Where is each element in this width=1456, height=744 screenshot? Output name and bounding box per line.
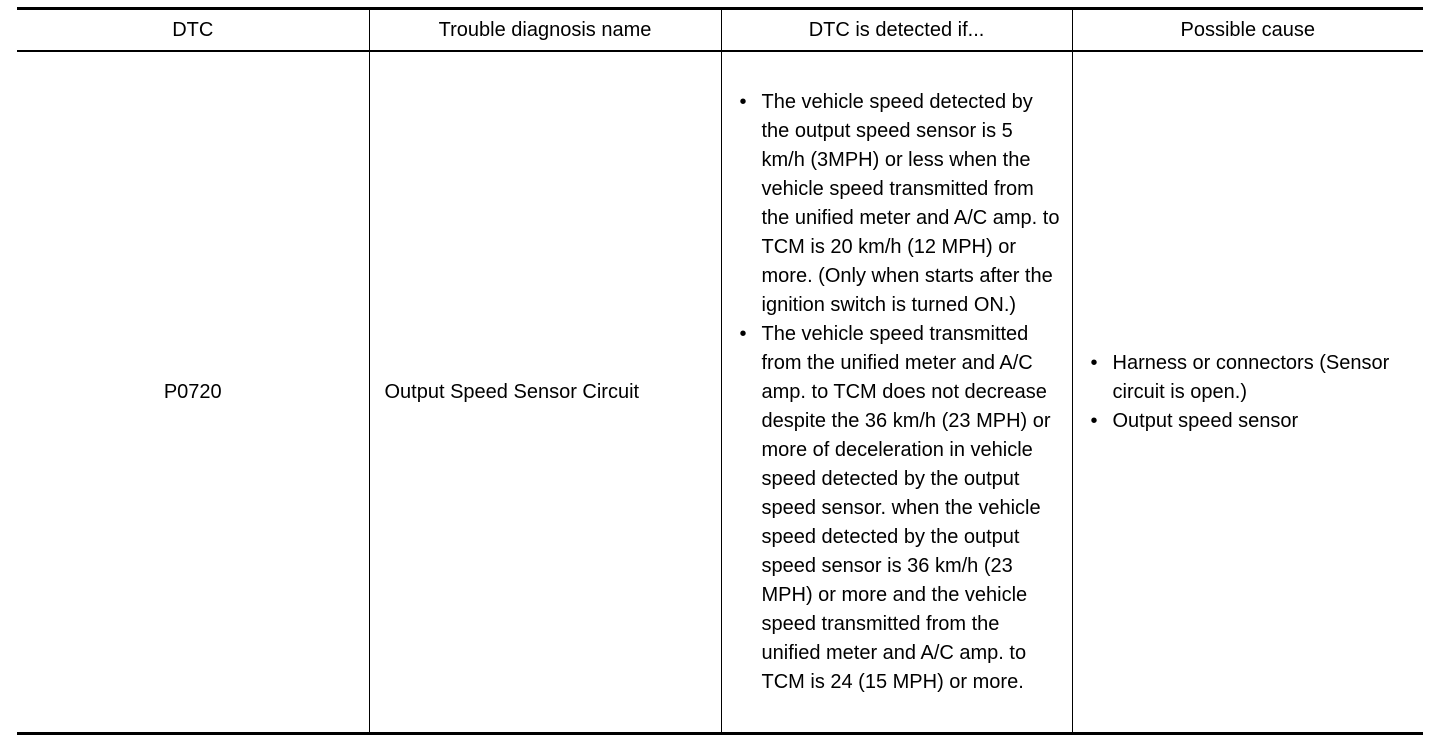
header-dtc-detected-if: DTC is detected if... [721, 9, 1072, 52]
dtc-code: P0720 [163, 380, 222, 403]
header-row [17, 9, 1423, 52]
dtc-table [17, 7, 1423, 735]
header-dtc: DTC [172, 18, 214, 41]
detection-condition-item: • The vehicle speed transmitted from the unified meter and A/C amp. to TCM does not decrease despite the 36 km/h (23 MPH) or more of deceleration in vehicle speed detected by the output speed sensor. when the vehicle speed detected by the output speed sensor is 36 km/h (23 MPH) or more and the vehicle speed transmitted from the unified meter and A/C amp. to TCM is 24 (15 MPH) or more. [736, 320, 1060, 697]
possible-cause-item: • Harness or connectors (Sensor circuit is open.) [1087, 349, 1416, 407]
possible-causes-cell [1072, 51, 1423, 734]
possible-causes-list [1087, 349, 1416, 436]
table-header [17, 9, 1423, 52]
table-body [17, 51, 1423, 734]
trouble-diagnosis-name: Output Speed Sensor Circuit [369, 51, 721, 734]
possible-cause-item: • Output speed sensor [1087, 407, 1416, 436]
header-trouble-diagnosis-name: Trouble diagnosis name [369, 9, 721, 52]
detection-conditions-list [736, 88, 1060, 697]
detection-conditions-cell [721, 51, 1072, 734]
header-possible-cause: Possible cause [1072, 9, 1423, 52]
detection-condition-item: • The vehicle speed detected by the output speed sensor is 5 km/h (3MPH) or less when the vehicle speed transmitted from the unified meter and A/C amp. to TCM is 20 km/h (12 MPH) or more. (Only when starts after the ignition switch is turned ON.) [736, 88, 1060, 320]
table-row [17, 51, 1423, 734]
